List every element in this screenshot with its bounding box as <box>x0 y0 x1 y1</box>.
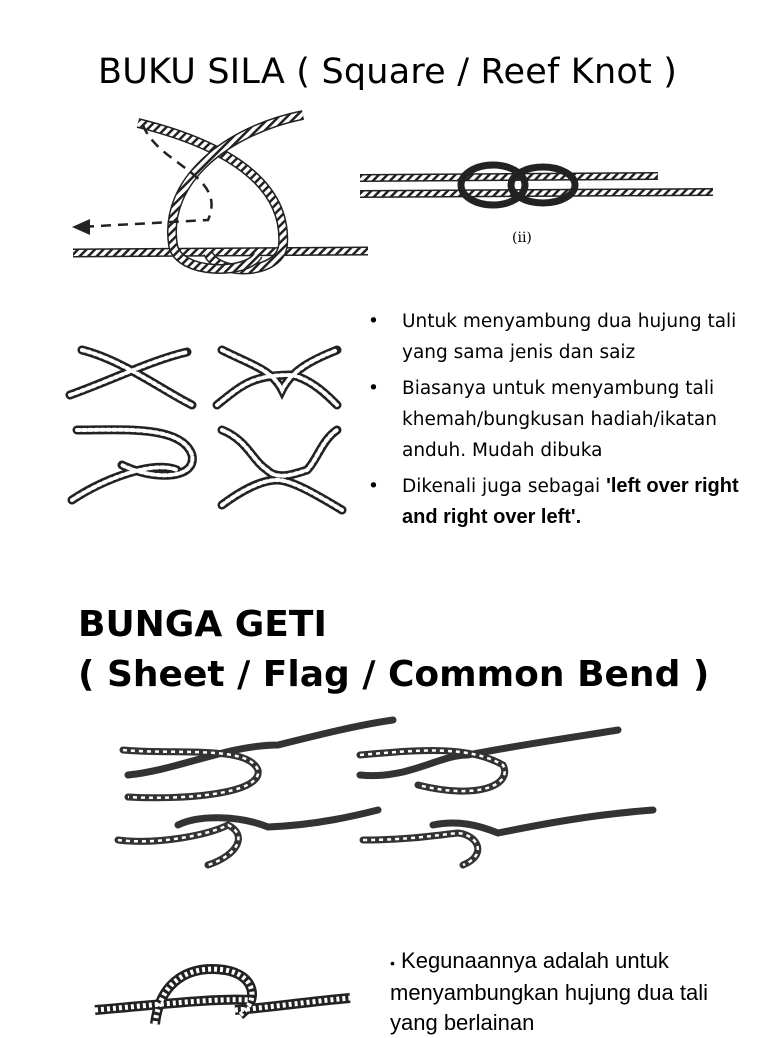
bullet-dot: • <box>368 378 379 399</box>
bullet-item <box>368 471 748 533</box>
section-title-bunga-geti: BUNGA GETI <box>78 604 327 645</box>
sheet-bend-bullet <box>390 946 750 1038</box>
bullet-dot: • <box>368 476 379 497</box>
bullet-text: Dikenali juga sebagai <box>402 476 607 497</box>
section-title-square-knot: BUKU SILA ( Square / Reef Knot ) <box>98 52 678 92</box>
sheet-bend-illustration-large <box>95 960 355 1024</box>
bullet-dot: • <box>390 955 395 971</box>
bullet-dot: • <box>368 311 379 332</box>
bullet-item <box>368 306 748 368</box>
bullet-text: Untuk menyambung dua hujung tali yang sama jenis dan saiz <box>402 311 737 363</box>
bullet-text: Kegunaannya adalah untuk menyambungkan hujung dua tali yang berlainan <box>390 948 709 1035</box>
bullet-text: Biasanya untuk menyambung tali khemah/bungkusan hadiah/ikatan anduh. Mudah dibuka <box>402 378 717 461</box>
square-knot-bullet-list <box>368 306 748 538</box>
figure-label: (ii) <box>512 230 532 246</box>
reef-knot-illustration-2 <box>358 160 720 220</box>
section-subtitle-sheet-bend: ( Sheet / Flag / Common Bend ) <box>78 654 710 695</box>
reef-knot-steps-illustration <box>62 330 352 525</box>
bullet-bold-text: 'left over right and right over left'. <box>402 475 739 528</box>
bullet-item <box>368 373 748 466</box>
reef-knot-illustration-1 <box>68 105 388 290</box>
sheet-bend-steps-illustration <box>118 715 658 895</box>
